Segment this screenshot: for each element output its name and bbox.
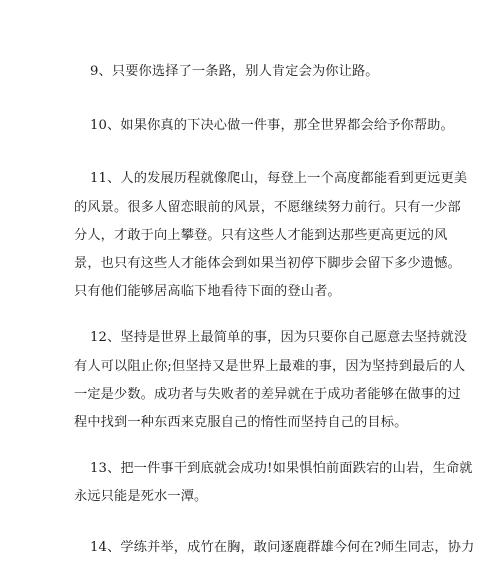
paragraph-12-line-1: 12、坚持是世界上最简单的事，因为只要你自己愿意去坚持就没 bbox=[90, 330, 468, 345]
paragraph-11-line-4: 景，也只有这些人才能体会到如果当初停下脚步会留下多少遗憾。 bbox=[74, 256, 461, 271]
paragraph-13-line-1: 13、把一件事干到底就会成功!如果惧怕前面跌宕的山岩，生命就 bbox=[90, 461, 473, 476]
paragraph-10-line-1: 10、如果你真的下决心做一件事，那全世界都会给予你帮助。 bbox=[90, 118, 454, 133]
paragraph-13-line-2: 永远只能是死水一潭。 bbox=[74, 489, 208, 504]
paragraph-11-line-5: 只有他们能够居高临下地看待下面的登山者。 bbox=[74, 284, 341, 299]
paragraph-12-line-4: 程中找到一种东西来克服自己的惰性而坚持自己的目标。 bbox=[74, 415, 408, 430]
paragraph-11-line-3: 分人，才敢于向上攀登。只有这些人才能到达那些更高更远的风 bbox=[74, 228, 448, 243]
paragraph-9-line-1: 9、只要你选择了一条路，别人肯定会为你让路。 bbox=[90, 64, 379, 79]
paragraph-11-line-2: 的风景。很多人留恋眼前的风景，不愿继续努力前行。只有一少部 bbox=[74, 200, 461, 215]
paragraph-12-line-3: 一定是少数。成功者与失败者的差异就在于成功者能够在做事的过 bbox=[74, 387, 461, 402]
paragraph-14-line-1: 14、学练并举，成竹在胸，敢问逐鹿群雄今何在?师生同志，协力 bbox=[90, 540, 475, 555]
paragraph-12-line-2: 有人可以阻止你;但坚持又是世界上最难的事，因为坚持到最后的人 bbox=[74, 359, 466, 374]
paragraph-11-line-1: 11、人的发展历程就像爬山，每登上一个高度都能看到更远更美 bbox=[90, 171, 468, 186]
